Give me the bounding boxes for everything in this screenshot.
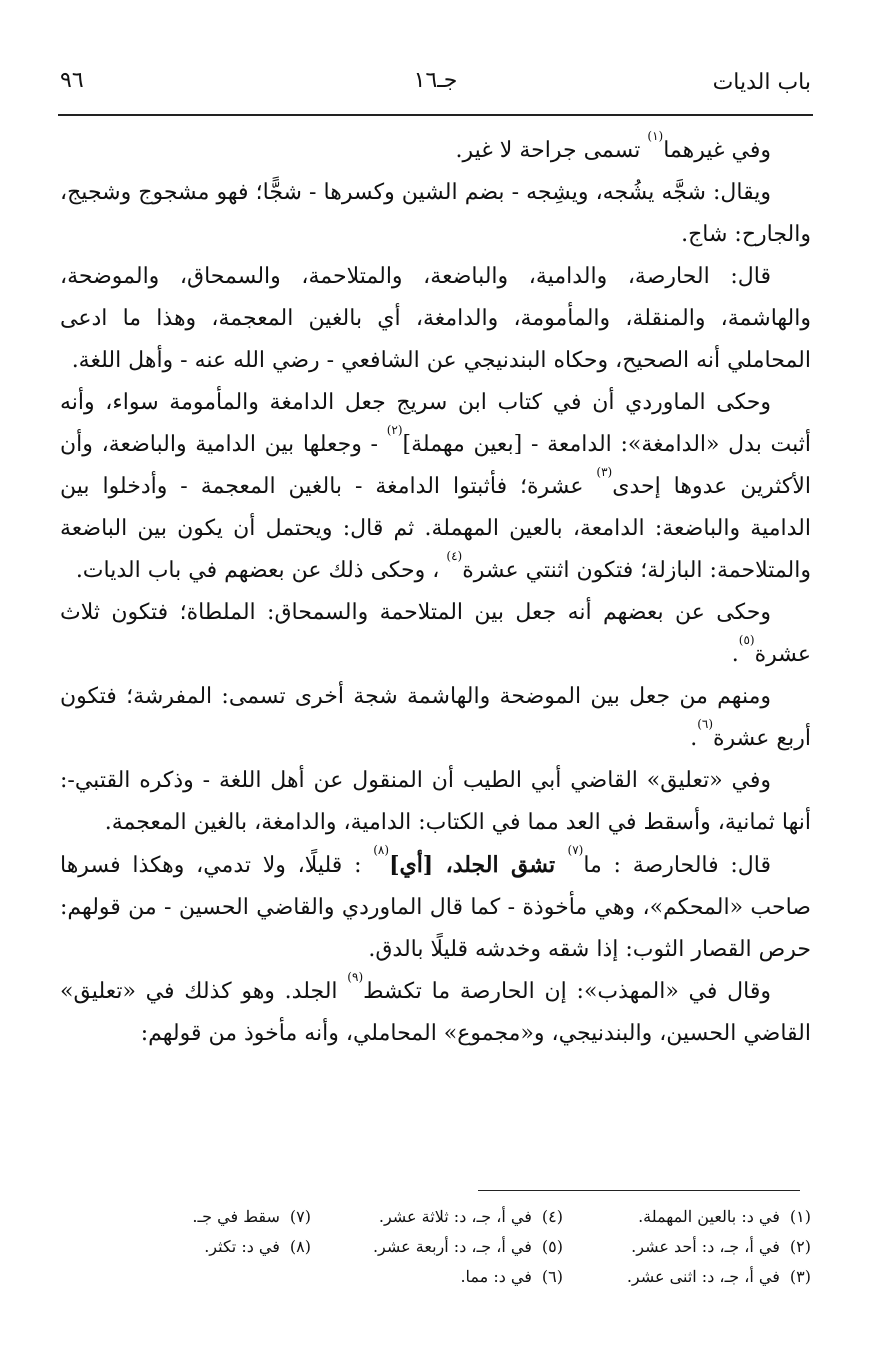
volume-label: جـ١٦ [413, 68, 458, 93]
footnote-column [333, 1202, 563, 1292]
footnote-column [111, 1202, 311, 1262]
paragraph: قال: فالحارصة : ما$^{(٧)}$ تشق الجلد، [أي]$^{(٨)}$ : قليلًا، ولا تدمي، وهكذا فسرها صاحب «المحكم»، وهي مأخوذة - كما قال الماوردي والقاضي الحسين - من قولهم: حرص القصار الثوب: إذا شقه وخدشه قليلًا بالدق. [60, 843, 811, 962]
footnote: (١)في د: بالعين المهملة. [638, 1207, 811, 1226]
footnotes [60, 1202, 811, 1312]
paragraph: وفي «تعليق» القاضي أبي الطيب أن المنقول عن أهل اللغة - وذكره القتبي-: أنها ثمانية، وأسقط في العد مما في الكتاب: الدامية، والدامغة، بالغين المعجمة. [60, 768, 811, 835]
main-text [60, 130, 811, 1175]
footnote: (٧)سقط في جـ. [192, 1207, 311, 1226]
chapter-title: باب الديات [712, 70, 811, 95]
footnote-ref: (٩) [347, 970, 364, 984]
footnote-ref: (١) [647, 130, 664, 143]
footnote: (٦)في د: مما. [460, 1267, 563, 1286]
footnote-column [579, 1202, 811, 1292]
footnote: (٤)في أ، جـ، د: ثلاثة عشر. [378, 1207, 563, 1226]
footnote-ref: (٣) [596, 465, 613, 479]
paragraph: ويقال: شجَّه يشُجه، ويشِجه - بضم الشين وكسرها - شجًّا؛ فهو مشجوج وشجيج، والجارح: شاج. [60, 180, 811, 247]
footnote-ref: (٨) [373, 843, 390, 857]
page-number: ٩٦ [60, 68, 84, 93]
footnote-ref: (٧) [567, 843, 584, 857]
footnote-ref: (٤) [446, 549, 463, 563]
footnote: (٢)في أ، جـ، د: أحد عشر. [631, 1237, 811, 1256]
header-rule [58, 114, 813, 116]
footnote-separator [478, 1190, 800, 1191]
bold-phrase: تشق الجلد، [أي] [389, 852, 568, 878]
paragraph: وقال في «المهذب»: إن الحارصة ما تكشط$^{(٩)}$ الجلد. وهو كذلك في «تعليق» القاضي الحسين، والبندنيجي، و«مجموع» المحاملي، وأنه مأخوذ من قولهم: [60, 970, 811, 1046]
footnote-ref: (٦) [697, 717, 714, 731]
paragraph: قال: الحارصة، والدامية، والباضعة، والمتلاحمة، والسمحاق، والموضحة، والهاشمة، والمنقلة، والمأمومة، والدامغة، أي بالغين المعجمة، وهذا ما ادعى المحاملي أنه الصحيح، وحكاه البندنيجي عن الشافعي - رضي الله عنه - وأهل اللغة. [60, 264, 811, 373]
footnote: (٨)في د: تكثر. [204, 1237, 311, 1256]
paragraph: وفي غيرهما$^{(١)}$ تسمى جراحة لا غير. [455, 130, 771, 163]
footnote-ref: (٢) [386, 423, 403, 437]
paragraph: وحكى الماوردي أن في كتاب ابن سريج جعل الدامغة والمأمومة سواء، وأنه أثبت بدل «الدامغة»: الدامعة - [بعين مهملة]$^{(٢)}$ - وجعلها بين الدامية والباضعة، وأن الأكثرين عدوها إحدى$^{(٣)}$ عشرة؛ فأثبتوا الدامغة - بالغين المعجمة - وأدخلوا بين الدامية والباضعة: الدامعة، بالعين المهملة. ثم قال: ويحتمل أن يكون بين الباضعة والمتلاحمة: البازلة؛ فتكون اثنتي عشرة$^{(٤)}$ ، وحكى ذلك عن بعضهم في باب الديات. [60, 390, 811, 583]
running-header [60, 66, 811, 102]
paragraph: وحكى عن بعضهم أنه جعل بين المتلاحمة والسمحاق: الملطاة؛ فتكون ثلاث عشرة$^{(٥)}$. [60, 600, 811, 667]
footnote-ref: (٥) [738, 633, 755, 647]
paragraph: ومنهم من جعل بين الموضحة والهاشمة شجة أخرى تسمى: المفرشة؛ فتكون أربع عشرة$^{(٦)}$. [60, 684, 811, 751]
footnote: (٣)في أ، جـ، د: اثنى عشر. [626, 1267, 811, 1286]
footnote: (٥)في أ، جـ، د: أربعة عشر. [372, 1237, 563, 1256]
